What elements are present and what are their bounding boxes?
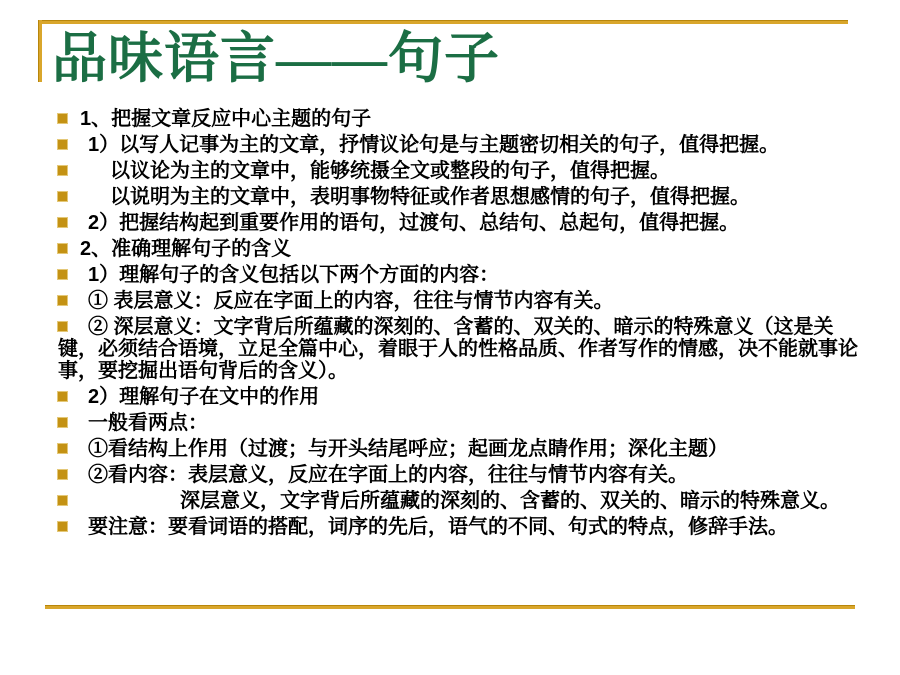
list-item-text: ② 深层意义：文字背后所蕴藏的深刻的、含蓄的、双关的、暗示的特殊意义（这是关键，必须结合语境，立足全篇中心，着眼于人的性格品质、作者写作的情感，决不能就事论事，要挖掘出语句背后的含义）。: [58, 316, 858, 382]
list-item-text: 1、把握文章反应中心主题的句子: [80, 108, 372, 130]
list-item-text: 要注意：要看词语的搭配，词序的先后，语气的不同、句式的特点，修辞手法。: [88, 516, 788, 538]
bullet-square-icon: [58, 522, 67, 531]
bullet-square-icon: [58, 140, 67, 149]
list-item-text: ① 表层意义：反应在字面上的内容，往往与情节内容有关。: [88, 290, 614, 312]
bullet-square-icon: [58, 322, 67, 331]
list-item: [45, 160, 898, 182]
bullet-square-icon: [58, 392, 67, 401]
bullet-square-icon: [58, 418, 67, 427]
bullet-square-icon: [58, 270, 67, 279]
bullet-list: [45, 108, 898, 542]
bullet-square-icon: [58, 218, 67, 227]
list-item-text: 2）理解句子在文中的作用: [88, 386, 320, 408]
list-item-text: 2）把握结构起到重要作用的语句，过渡句、总结句、总起句，值得把握。: [88, 212, 740, 234]
list-item: [45, 108, 898, 130]
list-item-text: 一般看两点：: [88, 412, 208, 434]
list-item: [45, 464, 898, 486]
bullet-square-icon: [58, 114, 67, 123]
slide-title: 品味语言——句子: [52, 28, 501, 89]
list-item-text: 2、准确理解句子的含义: [80, 238, 292, 260]
list-item: [45, 238, 898, 260]
list-item: [45, 186, 898, 208]
bullet-square-icon: [58, 496, 67, 505]
list-item: [45, 386, 898, 408]
bullet-square-icon: [58, 166, 67, 175]
list-item: [45, 134, 898, 156]
list-item-text: 深层意义，文字背后所蕴藏的深刻的、含蓄的、双关的、暗示的特殊意义。: [180, 490, 840, 512]
bullet-square-icon: [58, 192, 67, 201]
top-border-line: [38, 20, 848, 24]
list-item-text: 以说明为主的文章中，表明事物特征或作者思想感情的句子，值得把握。: [110, 186, 750, 208]
bullet-square-icon: [58, 244, 67, 253]
list-item-text: ①看结构上作用（过渡；与开头结尾呼应；起画龙点睛作用；深化主题）: [88, 438, 728, 460]
list-item: [45, 316, 898, 382]
list-item-text: 以议论为主的文章中，能够统摄全文或整段的句子，值得把握。: [110, 160, 670, 182]
list-item: [45, 516, 898, 538]
bullet-square-icon: [58, 444, 67, 453]
list-item-text: ②看内容：表层意义，反应在字面上的内容，往往与情节内容有关。: [88, 464, 688, 486]
bullet-square-icon: [58, 470, 67, 479]
bullet-square-icon: [58, 296, 67, 305]
list-item-text: 1）以写人记事为主的文章，抒情议论句是与主题密切相关的句子，值得把握。: [88, 134, 780, 156]
list-item: [45, 264, 898, 286]
list-item-text: 1）理解句子的含义包括以下两个方面的内容：: [88, 264, 500, 286]
bottom-border-line: [45, 605, 855, 609]
list-item: [45, 438, 898, 460]
list-item: [45, 490, 898, 512]
list-item: [45, 412, 898, 434]
list-item: [45, 212, 898, 234]
corner-accent-line: [38, 20, 42, 82]
list-item: [45, 290, 898, 312]
